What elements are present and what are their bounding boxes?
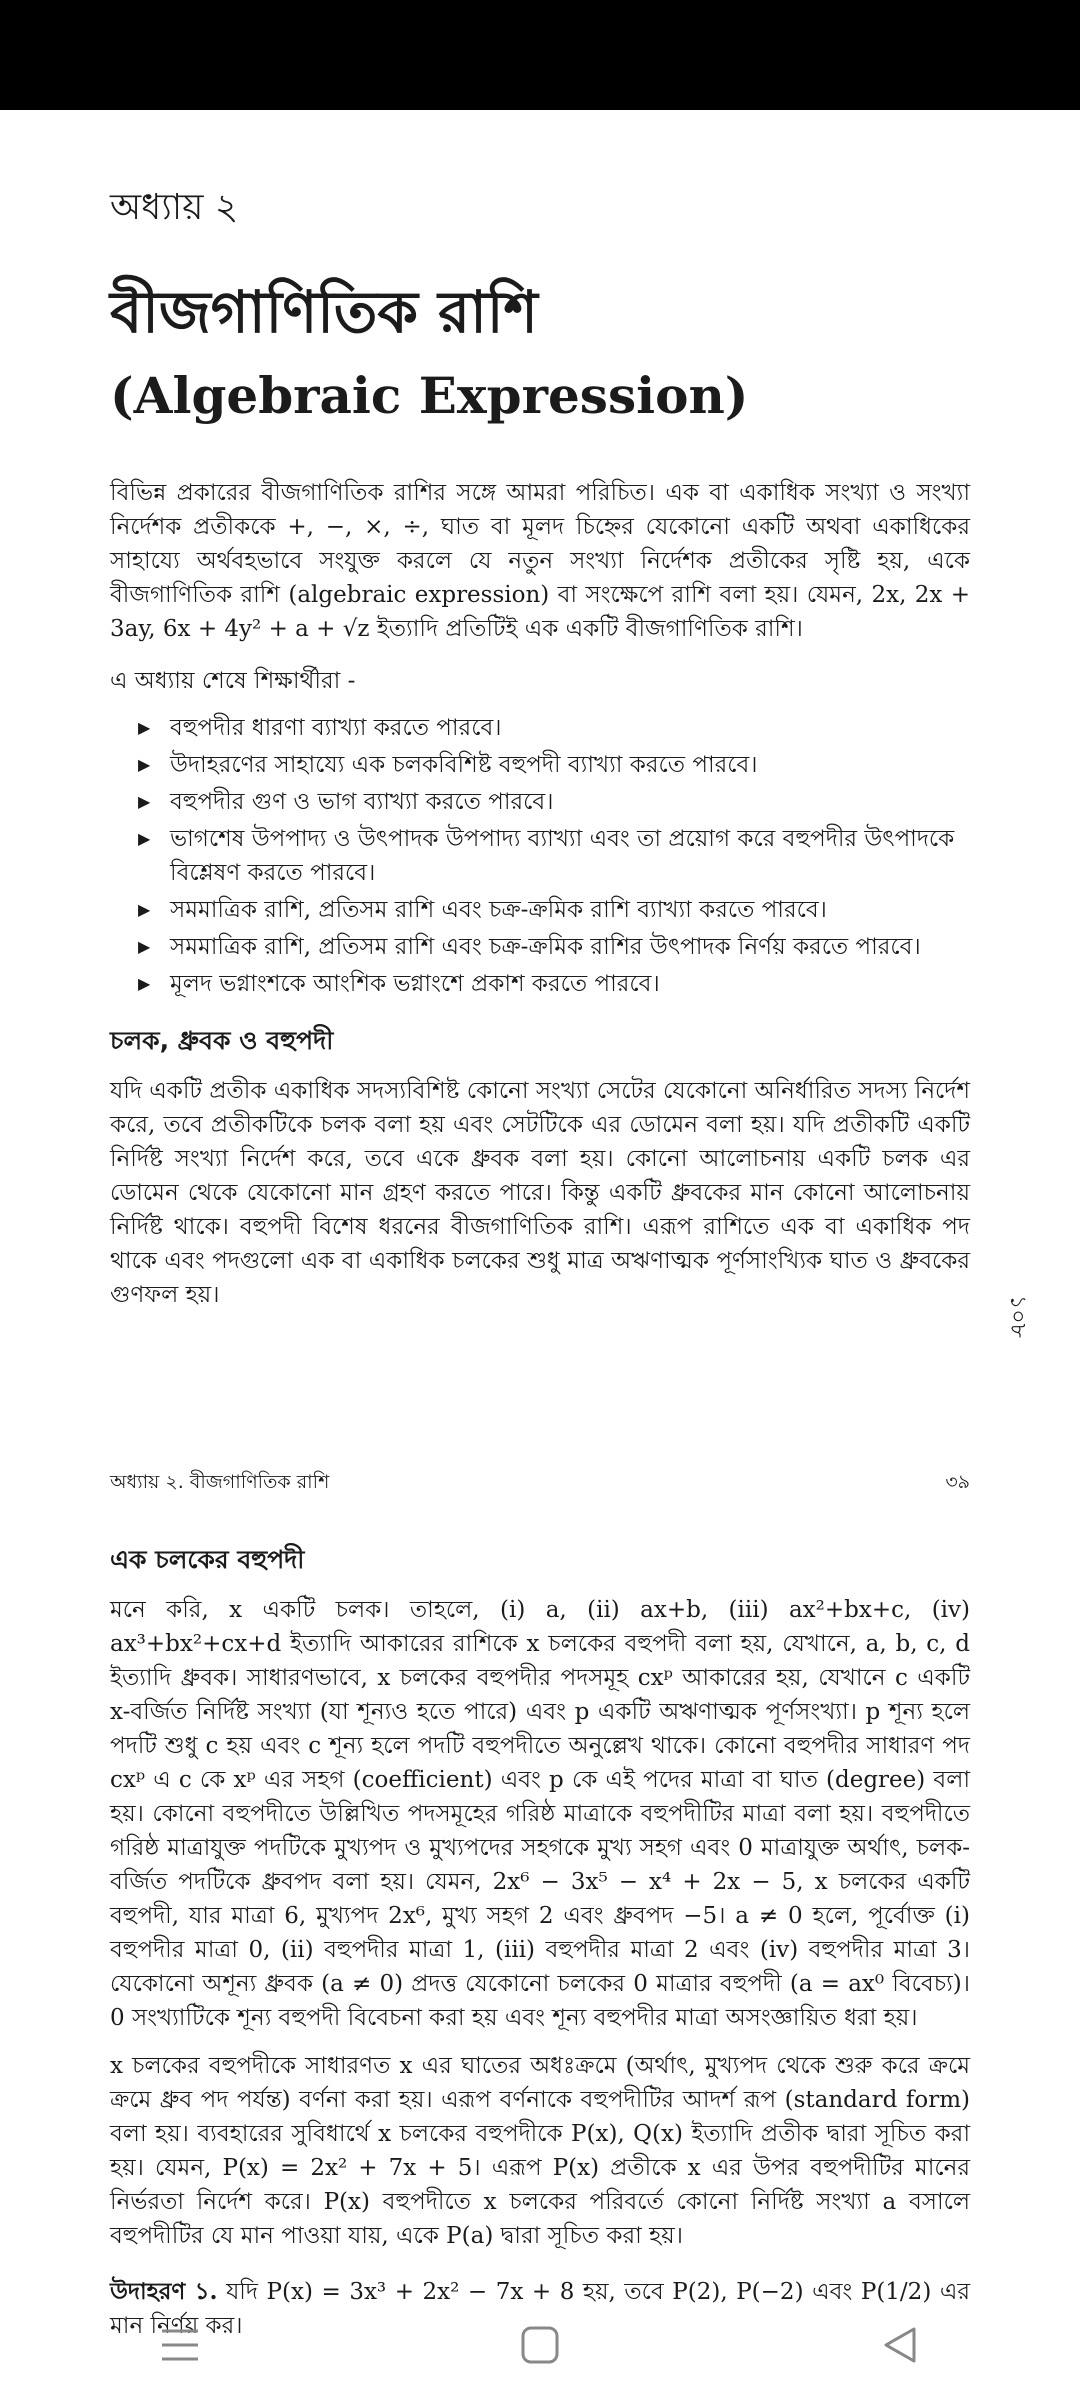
chapter-title-english: (Algebraic Expression) [110,365,749,425]
objective-item: ▶ সমমাত্রিক রাশি, প্রতিসম রাশি এবং চক্র-ক্রমিক রাশি ব্যাখ্যা করতে পারবে। [138,893,970,927]
navigation-bar [0,2290,1080,2400]
menu-icon[interactable] [150,2315,210,2375]
page-number-rotated: ১০৮ [1005,1295,1030,1338]
status-bar [0,0,1080,110]
paragraph-polynomial-definition: মনে করি, x একটি চলক। তাহলে, (i) a, (ii) ax+b, (iii) ax²+bx+c, (iv) ax³+bx²+cx+d ইত্যাদি আকারের রাশিকে x চলকের বহুপদী বলা হয়, যেখানে, a, b, c, d ইত্যাদি ধ্রুবক। সাধারণভাবে, x চলকের বহুপদীর পদসমূহ cxᵖ আকারের হয়, যেখানে c একটি x-বর্জিত নির্দিষ্ট সংখ্যা (যা শূন্যও হতে পারে) এবং p একটি অঋণাত্মক পূর্ণসংখ্যা। p শূন্য হলে পদটি শুধু c হয় এবং c শূন্য হলে পদটি বহুপদীতে অনুল্লেখ থাকে। কোনো বহুপদীর সাধারণ পদ cxᵖ এ c কে xᵖ এর সহগ (coefficient) এবং p কে এই পদের মাত্রা বা ঘাত (degree) বলা হয়। কোনো বহুপদীতে উল্লিখিত পদসমূহের গরিষ্ঠ মাত্রাকে বহুপদীটির মাত্রা বলা হয়। বহুপদীতে গরিষ্ঠ মাত্রাযুক্ত পদটিকে মুখ্যপদ ও মুখ্যপদের সহগকে মুখ্য সহগ এবং 0 মাত্রাযুক্ত অর্থাৎ, চলক-বর্জিত পদটিকে ধ্রুবপদ বলা হয়। যেমন, 2x⁶ − 3x⁵ − x⁴ + 2x − 5, x চলকের একটি বহুপদী, যার মাত্রা 6, মুখ্যপদ 2x⁶, মুখ্য সহগ 2 এবং ধ্রুবপদ −5। a ≠ 0 হলে, পূর্বোক্ত (i) বহুপদীর মাত্রা 0, (ii) বহুপদীর মাত্রা 1, (iii) বহুপদীর মাত্রা 2 এবং (iv) বহুপদীর মাত্রা 3। যেকোনো অশূন্য ধ্রুবক (a ≠ 0) প্রদত্ত যেকোনো চলকের 0 মাত্রার বহুপদী (a = ax⁰ বিবেচ্য)। 0 সংখ্যাটিকে শূন্য বহুপদী বিবেচনা করা হয় এবং শূন্য বহুপদীর মাত্রা অসংজ্ঞায়িত ধরা হয়। [110,1597,970,2031]
page-1 [110,180,970,1312]
objectives-list [110,711,970,1001]
chapter-label: অধ্যায় ২ [110,187,239,228]
section-heading: চলক, ধ্রুবক ও বহুপদী [110,1025,334,1055]
objective-item: ▶ বহুপদীর গুণ ও ভাগ ব্যাখ্যা করতে পারবে। [138,785,970,819]
section-heading: এক চলকের বহুপদী [110,1545,305,1574]
paragraph-standard-form: x চলকের বহুপদীকে সাধারণত x এর ঘাতের অধঃক্রমে (অর্থাৎ, মুখ্যপদ থেকে শুরু করে ক্রমে ক্রমে ধ্রুব পদ পর্যন্ত) বর্ণনা করা হয়। এরূপ বর্ণনাকে বহুপদীটির আদর্শ রূপ (standard form) বলা হয়। ব্যবহারের সুবিধার্থে x চলকের বহুপদীকে P(x), Q(x) ইত্যাদি প্রতীক দ্বারা সূচিত করা হয়। যেমন, P(x) = 2x² + 7x + 5। এরূপ P(x) প্রতীকে x এর উপর বহুপদীটির মানের নির্ভরতা নির্দেশ করে। P(x) বহুপদীতে x চলকের পরিবর্তে কোনো নির্দিষ্ট সংখ্যা a বসালে বহুপদীটির যে মান পাওয়া যায়, একে P(a) দ্বারা সূচিত করা হয়। [110,2053,970,2249]
home-icon[interactable] [510,2315,570,2375]
running-header [110,1468,970,1500]
example-text: যদি P(x) = 3x³ + 2x² − 7x + 8 হয়, তবে P(2), P(−2) এবং P(1/2) এর মান নির্ণয় কর। [110,2279,970,2339]
section-paragraph: যদি একটি প্রতীক একাধিক সদস্যবিশিষ্ট কোনো সংখ্যা সেটের যেকোনো অনির্ধারিত সদস্য নির্দেশ করে, তবে প্রতীকটিকে চলক বলা হয় এবং সেটটিকে এর ডোমেন বলা হয়। যদি প্রতীকটি একটি নির্দিষ্ট সংখ্যা নির্দেশ করে, তবে একে ধ্রুবক বলা হয়। কোনো আলোচনায় একটি চলক এর ডোমেন থেকে যেকোনো মান গ্রহণ করতে পারে। কিন্তু একটি ধ্রুবকের মান কোনো আলোচনায় নির্দিষ্ট থাকে। বহুপদী বিশেষ ধরনের বীজগাণিতিক রাশি। এরূপ রাশিতে এক বা একাধিক পদ থাকে এবং পদগুলো এক বা একাধিক চলকের শুধু মাত্র অঋণাত্মক পূর্ণসাংখ্যিক ঘাত ও ধ্রুবকের গুণফল হয়। [110,1077,970,1308]
objective-item: ▶ সমমাত্রিক রাশি, প্রতিসম রাশি এবং চক্র-ক্রমিক রাশির উৎপাদক নির্ণয় করতে পারবে। [138,930,970,964]
objective-item: ▶ ভাগশেষ উপপাদ্য ও উৎপাদক উপপাদ্য ব্যাখ্যা এবং তা প্রয়োগ করে বহুপদীর উৎপাদকে বিশ্লেষণ করতে পারবে। [138,822,970,890]
objective-item: ▶ বহুপদীর ধারণা ব্যাখ্যা করতে পারবে। [138,711,970,745]
example-label: উদাহরণ ১. [110,2278,218,2305]
running-head-title: অধ্যায় ২. বীজগাণিতিক রাশি [110,1471,330,1493]
intro-paragraph: বিভিন্ন প্রকারের বীজগাণিতিক রাশির সঙ্গে আমরা পরিচিত। এক বা একাধিক সংখ্যা ও সংখ্যা নির্দেশক প্রতীককে +, −, ×, ÷, ঘাত বা মূলদ চিহ্নের যেকোনো একটি অথবা একাধিকের সাহায্যে অর্থবহভাবে সংযুক্ত করলে যে নতুন সংখ্যা নির্দেশক প্রতীকের সৃষ্টি হয়, একে বীজগাণিতিক রাশি (algebraic expression) বা সংক্ষেপে রাশি বলা হয়। যেমন, 2x, 2x + 3ay, 6x + 4y² + a + √z ইত্যাদি প্রতিটিই এক একটি বীজগাণিতিক রাশি। [110,479,970,642]
objective-item: ▶ মূলদ ভগ্নাংশকে আংশিক ভগ্নাংশে প্রকাশ করতে পারবে। [138,967,970,1001]
chapter-title-bengali: বীজগাণিতিক রাশি [110,278,538,346]
objective-item: ▶ উদাহরণের সাহায্যে এক চলকবিশিষ্ট বহুপদী ব্যাখ্যা করতে পারবে। [138,748,970,782]
page-2 [110,1468,970,2343]
objectives-lead: এ অধ্যায় শেষে শিক্ষার্থীরা - [110,667,356,694]
page-number: ৩৯ [945,1471,970,1493]
back-icon[interactable] [870,2315,930,2375]
